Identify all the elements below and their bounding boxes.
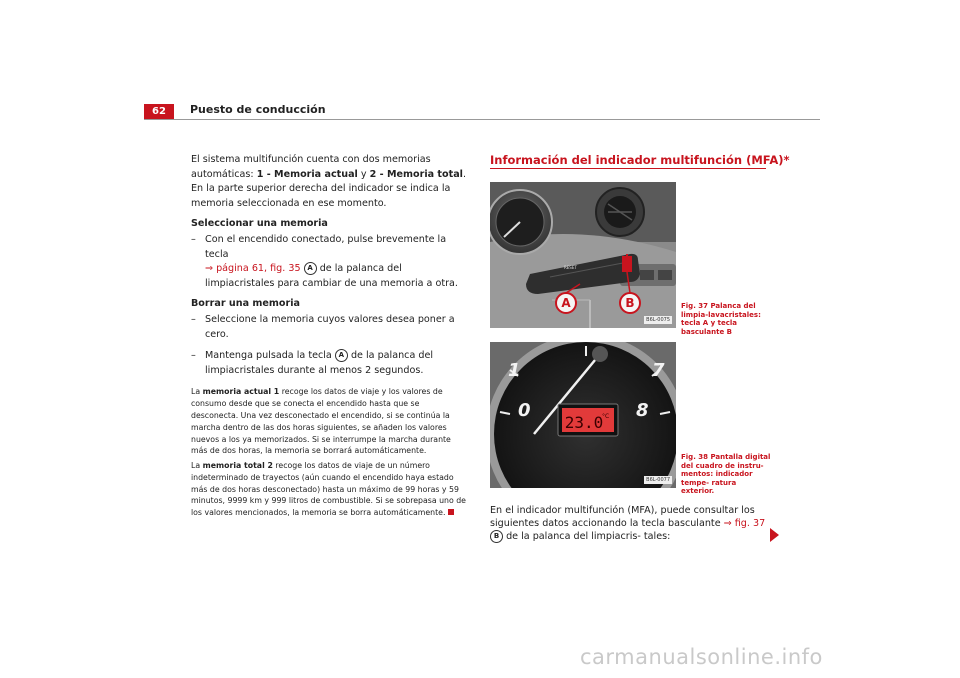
fig37-caption: Fig. 37 Palanca del limpia-lavacristales: tecla A y tecla basculante B: [681, 302, 761, 336]
key-b-icon: B: [490, 530, 503, 543]
fig37-reset-text: RESET: [564, 265, 577, 270]
fig37-link[interactable]: ⇒ fig. 37: [723, 517, 766, 529]
intro-paragraph: El sistema multifunción cuenta con dos memorias automáticas: 1 - Memoria actual y 2 - Memoria total. En la parte superior derecha del indicador se indica la memoria seleccionada en ese momento.: [191, 154, 467, 209]
figure-38-display: [490, 342, 676, 488]
delete-step-2: – Mantenga pulsada la tecla A de la palanca del limpiacristales durante al menos 2 segundos.: [191, 350, 434, 376]
wiper-lever-illustration: [490, 182, 676, 328]
note-memory-1: La memoria actual 1 recoge los datos de viaje y los valores de consumo desde que se conecta el encendido hasta que se desconecta. Una vez desconectado el encendido, si se continúa la marcha dentro de las dos horas siguientes, se añaden los valores nuevos a los ya memorizados. Si se interrumpe la marcha durante más de dos horas, la memoria se borrará automáticamente.: [191, 387, 451, 456]
continue-arrow-icon: [770, 528, 779, 542]
page-number: 62: [144, 104, 174, 119]
section-title: Información del indicador multifunción (MFA)*: [490, 153, 790, 167]
figure-37-wiper-lever: [490, 182, 676, 328]
delete-step-1: – Seleccione la memoria cuyos valores desea poner a cero.: [191, 313, 455, 340]
fig37-code: B6L-0075: [646, 317, 670, 323]
instrument-display-illustration: [490, 342, 676, 488]
heading-delete-memory: Borrar una memoria: [191, 298, 300, 310]
dial-number-0: 0: [518, 400, 531, 421]
page-link-fig35[interactable]: ⇒ página 61, fig. 35: [205, 263, 301, 275]
header-rule: [144, 119, 820, 120]
select-step: – Con el encendido conectado, pulse brevemente la tecla ⇒ página 61, fig. 35 A de la palanca del limpiacristales para cambiar de una memoria a otra.: [191, 233, 458, 289]
end-of-section-icon: [448, 509, 454, 515]
mfa-intro-paragraph: En el indicador multifunción (MFA), puede consultar los siguientes datos accionando la tecla basculante ⇒ fig. 37 B de la palanca del limpiacris- tales:: [490, 505, 766, 543]
dial-number-8: 8: [636, 400, 649, 421]
lcd-unit: °C: [602, 413, 610, 420]
key-a-icon: A: [335, 349, 348, 362]
header-title: Puesto de conducción: [190, 103, 326, 116]
key-a-icon: A: [304, 262, 317, 275]
section-rule: [490, 168, 766, 169]
dial-number-7: 7: [652, 360, 665, 381]
fig37-label-a: A: [561, 296, 571, 310]
note-block: [191, 386, 469, 519]
dial-number-1: 1: [508, 360, 521, 381]
heading-select-memory: Seleccionar una memoria: [191, 218, 328, 230]
left-column: [191, 153, 469, 522]
note-memory-2: La memoria total 2 recoge los datos de viaje de un número indeterminado de trayectos (aún cuando el encendido haya estado más de dos horas desconectado) hasta un máximo de 99 horas y 59 minutos, 9999 km y 999 litros de combustible. Si se sobrepasa uno de los valores mencionados, la memoria se borra automáticamente.: [191, 461, 466, 518]
fig37-label-b: B: [625, 296, 635, 310]
lcd-temperature-value: 23.0: [564, 413, 604, 432]
fig38-code: B6L-0077: [646, 477, 670, 483]
fig38-caption: Fig. 38 Pantalla digital del cuadro de instru- mentos: indicador tempe- ratura exterior.: [681, 453, 771, 496]
watermark: carmanualsonline.info: [580, 645, 823, 669]
